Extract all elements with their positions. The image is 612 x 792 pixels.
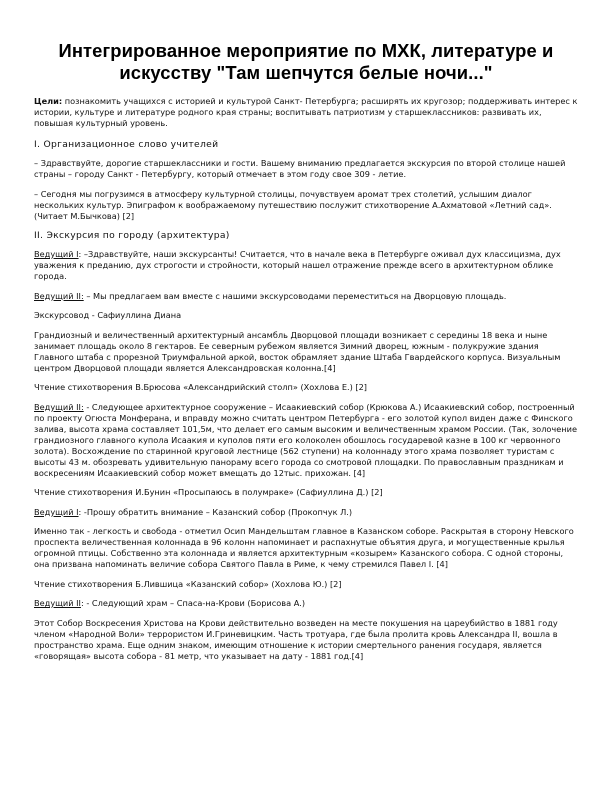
- goals-text: познакомить учащихся с историей и культурой Санкт- Петербурга; расширять их кругозор; поддерживать интерес к истории, культуре и литературе родного края страны; воспитывать патриотизм у старшеклассников: развивать их, повышая культурный уровень.: [34, 96, 578, 128]
- speaker-label: Ведущий II:: [34, 290, 84, 301]
- speaker-label: Ведущий I: [34, 249, 79, 259]
- document-title: Интегрированное мероприятие по МХК, литературе и искусству "Там шепчутся белые ночи...": [58, 40, 554, 83]
- document-page: [34, 40, 578, 670]
- section-1-heading: I. Организационное слово учителей: [34, 139, 219, 150]
- section-2-paragraph: [34, 507, 578, 518]
- speaker-text: – Мы предлагаем вам вместе с нашими экскурсоводами переместиться на Дворцовую площадь.: [83, 290, 507, 301]
- section-2-paragraph: Именно так - легкость и свобода - отметил Осип Мандельштам главное в Казанском соборе. Раскрытая в сторону Невского проспекта величественная колоннада в 96 колонн напоминает и распахнутые объятия друга, и могущественные крылья огромной птицы. Собственно эта колоннада и является архитектурным «козырем» Казанского собора. С одной стороны, она призвана напоминать величие собора Святого Павла в Риме, к чему стремился Павел I. [4]: [34, 526, 574, 569]
- section-2-heading: II. Экскурсия по городу (архитектура): [34, 230, 230, 241]
- section-2-paragraph: [34, 249, 578, 282]
- section-2-paragraph: Грандиозный и величественный архитектурный ансамбль Дворцовой площади возникает с середины 18 века и ныне занимает площадь около 8 гектаров. Ее северным рубежом является Зимний дворец, южным - полукружие здания Главного штаба с прорезной Триумфальной аркой, восток обрамляет здание Штаба Гвардейского корпуса. Визуальным центром Дворцовой площади является Александровская колонна.[4]: [34, 329, 561, 373]
- goals-paragraph: [34, 96, 578, 129]
- section-2-paragraph: [34, 291, 578, 302]
- speaker-text: : - Следующий храм – Спаса-на-Крови (Борисова А.): [80, 598, 306, 608]
- section-2-paragraph: [34, 598, 578, 609]
- section-2-paragraph: Чтение стихотворения И.Бунин «Просыпаюсь в полумраке» (Сафиуллина Д.) [2]: [34, 487, 383, 497]
- speaker-label: Ведущий II:: [34, 401, 84, 412]
- speaker-label: Ведущий II: [34, 598, 81, 608]
- section-2-paragraph: Чтение стихотворения В.Брюсова «Александрийский столп» (Хохлова Е.) [2]: [34, 382, 367, 392]
- section-2-paragraph: Чтение стихотворения Б.Лившица «Казанский собор» (Хохлова Ю.) [2]: [34, 578, 342, 589]
- speaker-text: : –Здравствуйте, наши экскурсанты! Считается, что в начале века в Петербурге оживал дух классицизма, дух уважения к преданию, дух строгости и стройности, который нашел отражение прежде всего в архитектурном облике города.: [34, 249, 561, 281]
- speaker-text: : -Прошу обратить внимание – Казанский собор (Прокопчук Л.): [78, 506, 353, 517]
- section-2-paragraph: Этот Собор Воскресения Христова на Крови действительно возведен на месте покушения на цареубийство в 1881 году членом «Народной Воли» террористом И.Гриневицким. Часть тротуара, где была пролита кровь Александра II, вошла в пространство храма. Еще одним знаком, имеющим отношение к истории смертельного ранения государя, является «говорящая» высота собора - 81 метр, что указывает на дату - 1881 год.[4]: [34, 617, 558, 661]
- speaker-label: Ведущий I: [34, 506, 79, 517]
- goals-label: Цели:: [34, 96, 63, 106]
- section-2-paragraph: [34, 402, 578, 479]
- section-1-paragraph: – Сегодня мы погрузимся в атмосферу культурной столицы, почувствуем аромат трех столетий, услышим диалог нескольких культур. Эпиграфом к воображаемому путешествию послужит стихотворение А.Ахматовой «Летний сад». (Читает М.Бычкова) [2]: [34, 188, 552, 221]
- section-1-paragraph: – Здравствуйте, дорогие старшеклассники и гости. Вашему вниманию предлагается экскурсия по второй столице нашей страны – городу Санкт - Петербургу, который отмечает в этом году свое 309 - летие.: [34, 158, 566, 179]
- speaker-text: - Следующее архитектурное сооружение – Исаакиевский собор (Крюкова А.) Исаакиевский собор, построенный по проекту Огюста Монферана, и вправду можно считать центром Петербурга - его золотой купол виден даже с Финского залива, высота храма составляет 101,5м, что делает его самым высоким и величественным храмом России. (Так, золочение грандиозного главного купола Исаакия и куполов пяти его колоколен обошлось государевой казне в 100 кг червонного золота). Восхождение по старинной круговой лестнице (562 ступени) на колоннаду этого храма позволяет туристам с высоты 43 м. обозревать удивительную панораму всего города со смотровой площадки. По православным праздникам и воскресениям Исаакиевский собор может вмещать до 12тыс. прихожан. [4]: [34, 401, 578, 478]
- section-2-paragraph: Экскурсовод - Сафиуллина Диана: [34, 310, 182, 320]
